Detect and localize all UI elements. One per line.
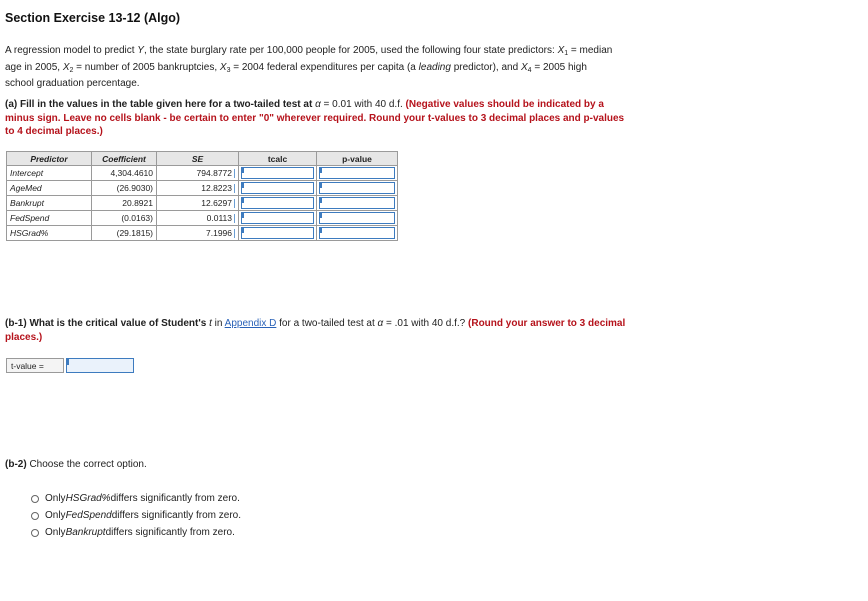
- table-row: [7, 181, 398, 196]
- tcalc-cell: [239, 211, 317, 226]
- se-cell: 0.0113: [157, 211, 239, 226]
- predictor-cell: Intercept: [7, 166, 92, 181]
- se-cell: 12.6297: [157, 196, 239, 211]
- tcalc-input[interactable]: [241, 212, 314, 224]
- part-b2-prompt: (b-2) Choose the correct option.: [5, 459, 147, 470]
- intro-paragraph: A regression model to predict Y, the state burglary rate per 100,000 people for 2005, used the following four state predictors: $X_1$ = median age in 2005, $X_2$ = number of 2005 bankruptcies, $X_3 = 2004$ federal expenditures per capita (a leading predictor), and $X_4 = 2005$ high school graduation percentage.: [5, 45, 613, 89]
- tcalc-input[interactable]: [241, 197, 314, 209]
- pvalue-cell: [317, 196, 398, 211]
- table-row: [7, 166, 398, 181]
- predictor-cell: FedSpend: [7, 211, 92, 226]
- table-row: [7, 196, 398, 211]
- pvalue-cell: [317, 226, 398, 241]
- coefficient-cell: 20.8921: [92, 196, 157, 211]
- table-header-row: [7, 152, 398, 166]
- option-list: [31, 490, 241, 541]
- tcalc-cell: [239, 166, 317, 181]
- header-pvalue: p-value: [317, 152, 398, 166]
- se-cell: 12.8223: [157, 181, 239, 196]
- appendix-d-link[interactable]: Appendix D: [224, 318, 277, 329]
- se-cell: 7.1996: [157, 226, 239, 241]
- header-se: SE: [157, 152, 239, 166]
- radio-button[interactable]: [31, 495, 39, 503]
- se-cell: 794.8772: [157, 166, 239, 181]
- radio-button[interactable]: [31, 529, 39, 537]
- pvalue-input[interactable]: [319, 167, 395, 179]
- t-value-input[interactable]: [66, 358, 134, 373]
- coefficient-cell: (0.0163): [92, 211, 157, 226]
- part-a-prompt: (a) Fill in the values in the table given here for a two-tailed test at α = 0.01 with 40 d.f. (Negative values should be indicated by a minus sign. Leave no cells blank - be certain to enter "0" wherever required. Round your t-values to 3 decimal places and p-values to 4 decimal places.): [5, 99, 625, 137]
- predictor-cell: Bankrupt: [7, 196, 92, 211]
- header-coefficient: Coefficient: [92, 152, 157, 166]
- t-value-label: t-value =: [6, 358, 64, 373]
- t-value-row: [6, 358, 134, 373]
- pvalue-input[interactable]: [319, 227, 395, 239]
- page-title: Section Exercise 13-12 (Algo): [5, 11, 181, 25]
- regression-table: [6, 151, 398, 241]
- table-row: [7, 226, 398, 241]
- pvalue-input[interactable]: [319, 212, 395, 224]
- pvalue-cell: [317, 181, 398, 196]
- pvalue-cell: [317, 166, 398, 181]
- predictor-cell: AgeMed: [7, 181, 92, 196]
- header-tcalc: tcalc: [239, 152, 317, 166]
- coefficient-cell: 4,304.4610: [92, 166, 157, 181]
- predictor-cell: HSGrad%: [7, 226, 92, 241]
- tcalc-input[interactable]: [241, 182, 314, 194]
- tcalc-cell: [239, 226, 317, 241]
- pvalue-cell: [317, 211, 398, 226]
- option-fedspend[interactable]: Only FedSpend differs significantly from zero.: [31, 507, 241, 524]
- part-b1-prompt: (b-1) What is the critical value of Student's t in Appendix D for a two-tailed test at α = .01 with 40 d.f.? (Round your answer to 3 decimal places.): [5, 318, 626, 343]
- tcalc-input[interactable]: [241, 167, 314, 179]
- coefficient-cell: (29.1815): [92, 226, 157, 241]
- coefficient-cell: (26.9030): [92, 181, 157, 196]
- radio-button[interactable]: [31, 512, 39, 520]
- tcalc-cell: [239, 181, 317, 196]
- tcalc-cell: [239, 196, 317, 211]
- pvalue-input[interactable]: [319, 197, 395, 209]
- header-predictor: Predictor: [7, 152, 92, 166]
- pvalue-input[interactable]: [319, 182, 395, 194]
- option-hsgrad[interactable]: Only HSGrad% differs significantly from zero.: [31, 490, 241, 507]
- table-row: [7, 211, 398, 226]
- option-bankrupt[interactable]: Only Bankrupt differs significantly from zero.: [31, 524, 241, 541]
- tcalc-input[interactable]: [241, 227, 314, 239]
